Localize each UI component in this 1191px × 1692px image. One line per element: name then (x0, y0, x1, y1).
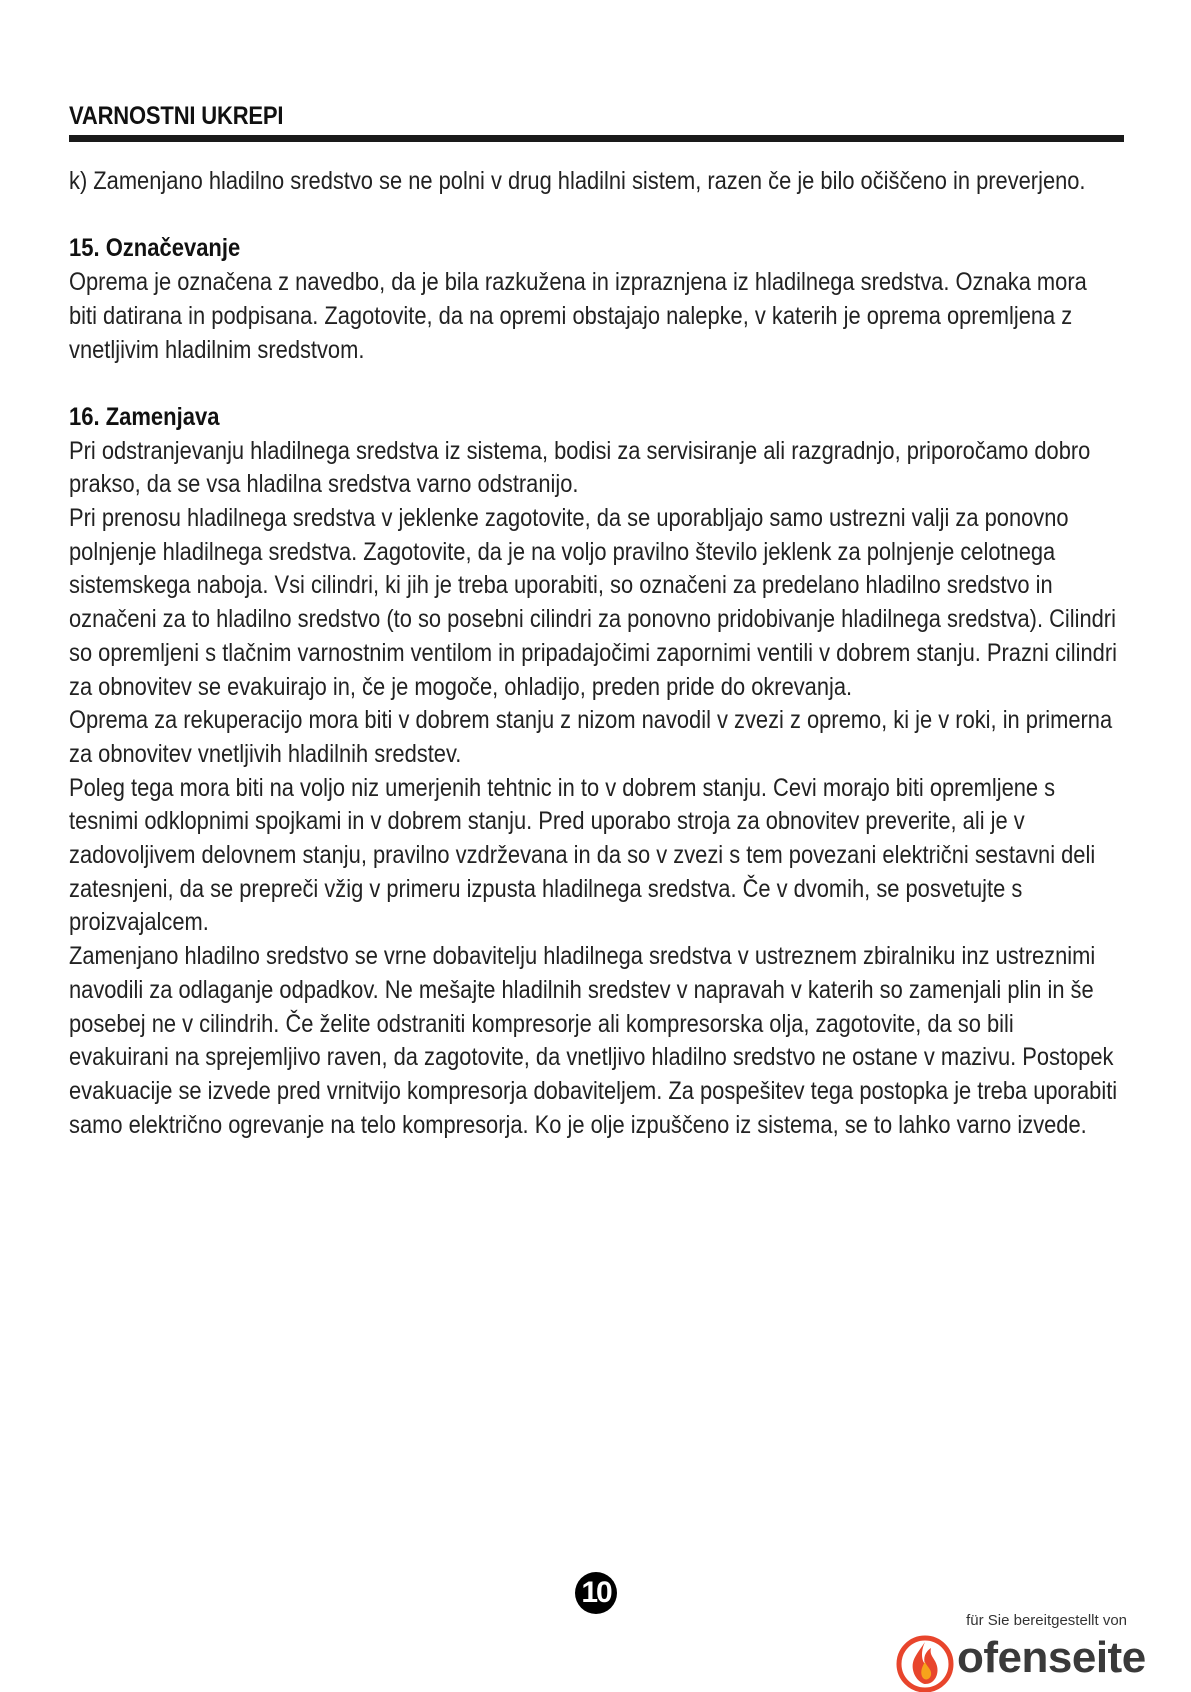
page-number: 10 (575, 1572, 617, 1614)
section-16-paragraph-1: Pri odstranjevanju hladilnega sredstva iz sistema, bodisi za servisiranje ali razgradnjo, priporočamo dobro prakso, da se vsa hladilna sredstva varno odstranijo. (69, 436, 1091, 499)
brand-footer (895, 1612, 1146, 1682)
section-15-text: Oprema je označena z navedbo, da je bila razkužena in izpraznjena iz hladilnega sredstva. Oznaka mora biti datirana in podpisana. Zagotovite, da na opremi obstajajo nalepke, v katerih je oprema opremljena z vnetljivim hladilnim sredstvom. (69, 268, 1087, 364)
spacer (69, 367, 1189, 401)
section-16-paragraph-3: Oprema za rekuperacijo mora biti v dobrem stanju z nizom navodil v zvezi z opremo, ki je v roki, in primerna za obnovitev vnetljivih hladilnih sredstev. (69, 706, 1113, 768)
section-15-heading: 15. Označevanje (69, 234, 241, 263)
intro-paragraph: k) Zamenjano hladilno sredstvo se ne polni v drug hladilni sistem, razen če je bilo očiščeno in preverjeno. (69, 167, 1086, 195)
header-rule (69, 135, 1124, 142)
brand-tagline: für Sie bereitgestellt von (966, 1612, 1127, 1629)
page-title: VARNOSTNI UKREPI (69, 102, 284, 130)
section-16-paragraph-5: Zamenjano hladilno sredstvo se vrne dobavitelju hladilnega sredstva v ustreznem zbiralniku inz ustreznimi navodili za odlaganje odpadkov. Ne mešajte hladilnih sredstev v napravah v katerih so zamenjali plin in še posebej ne v cilindrih. Če želite odstraniti kompresorje ali kompresorska olja, zagotovite, da so bili evakuirani na sprejemljivo raven, da zagotovite, da vnetljivo hladilno sredstvo ne ostane v mazivu. Postopek evakuacije se izvede pred vrnitvijo kompresorja dobaviteljem. Za pospešitev tega postopka je treba uporabiti samo električno ogrevanje na telo kompresorja. Ko je olje izpuščeno iz sistema, se to lahko varno izvede. (69, 942, 1118, 1139)
document-body (69, 165, 1189, 1142)
spacer (69, 199, 1189, 233)
section-16-paragraph-2: Pri prenosu hladilnega sredstva v jeklenke zagotovite, da se uporabljajo samo ustrezni valji za ponovno polnjenje hladilnega sredstva. Zagotovite, da je na voljo pravilno število jeklenk za polnjenje celotnega sistemskega naboja. Vsi cilindri, ki jih je treba uporabiti, so označeni za predelano hladilno sredstvo in označeni za to hladilno sredstvo (to so posebni cilindri za ponovno pridobivanje hladilnega sredstva). Cilindri so opremljeni s tlačnim varnostnim ventilom in pripadajočimi zapornimi ventili v dobrem stanju. Prazni cilindri za obnovitev se evakuirajo in, če je mogoče, ohladijo, preden pride do okrevanja. (69, 504, 1117, 701)
flame-logo-icon (895, 1632, 955, 1692)
section-16-heading: 16. Zamenjava (69, 402, 220, 431)
section-16-paragraph-4: Poleg tega mora biti na voljo niz umerjenih tehtnic in to v dobrem stanju. Cevi morajo biti opremljene s tesnimi odklopnimi spojkami in v dobrem stanju. Pred uporabo stroja za obnovitev preverite, ali je v zadovoljivem delovnem stanju, pravilno vzdrževana in da so v zvezi s tem povezani električni sestavni deli zatesnjeni, da se prepreči vžig v primeru izpusta hladilnega sredstva. Če v dvomih, se posvetujte s proizvajalcem. (69, 773, 1096, 937)
page-header (69, 102, 1124, 131)
brand-name: ofenseite (957, 1633, 1146, 1682)
